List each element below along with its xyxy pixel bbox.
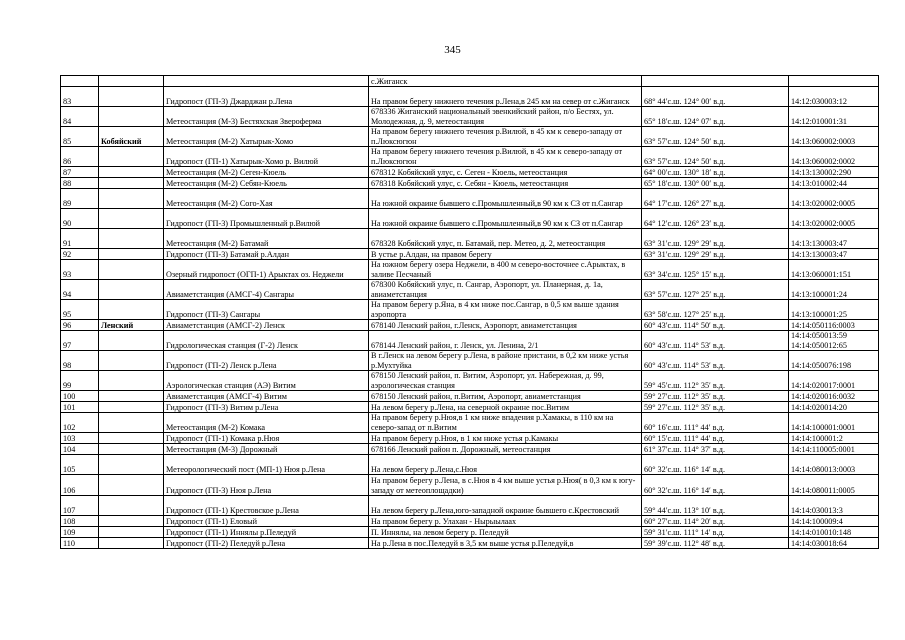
coordinates-cell: 63° 57′с.ш. 127° 25′ в.д. xyxy=(642,280,789,300)
table-row xyxy=(61,371,879,391)
station-name-cell: Метеостанция (М-3) Бестяхская Зверoферма xyxy=(164,107,369,127)
table-row xyxy=(61,76,879,87)
station-name-cell: Гидропост (ГП-3) Сангары xyxy=(164,300,369,320)
table-row xyxy=(61,455,879,475)
district-cell xyxy=(99,189,164,209)
station-name-cell: Гидропост (ГП-3) Нюя р.Лена xyxy=(164,475,369,496)
coordinates-cell: 63° 57′с.ш. 124° 50′ в.д. xyxy=(642,127,789,147)
cadastral-code-line: 14:12:030003:12 xyxy=(791,96,847,106)
row-number-cell: 93 xyxy=(61,260,99,280)
district-cell xyxy=(99,260,164,280)
station-name-cell: Метеостанция (М-2) Батамай xyxy=(164,229,369,249)
station-name-cell: Метеостанция (М-2) Хатырык-Хомо xyxy=(164,127,369,147)
cadastral-code-line: 14:13:060002:0003 xyxy=(791,136,856,146)
address-cell: На левом берегу р.Лена,с.Нюя xyxy=(369,455,642,475)
address-cell: На правом берегу нижнего течения р.Лена,в 245 км на север от с.Жиганск xyxy=(369,87,642,107)
station-name-cell: Гидропост (ГП-3) Витим р.Лена xyxy=(164,402,369,413)
cadastral-code-line: 14:14:110005:0001 xyxy=(791,444,855,454)
station-name-cell: Гидропост (ГП-1) Хатырык-Хомо р. Вилюй xyxy=(164,147,369,167)
coordinates-cell: 60° 43′с.ш. 114° 50′ в.д. xyxy=(642,320,789,331)
district-cell xyxy=(99,300,164,320)
coordinates-cell: 65° 18′с.ш. 124° 07′ в.д. xyxy=(642,107,789,127)
cadastral-code-line: 14:13:100001:24 xyxy=(791,289,847,299)
coordinates-cell: 63° 57′с.ш. 124° 50′ в.д. xyxy=(642,147,789,167)
row-number-cell: 110 xyxy=(61,538,99,549)
row-number-cell: 103 xyxy=(61,433,99,444)
district-cell xyxy=(99,371,164,391)
coordinates-cell: 60° 32′с.ш. 116° 14′ в.д. xyxy=(642,475,789,496)
table-row xyxy=(61,280,879,300)
district-cell xyxy=(99,280,164,300)
address-cell: П. Иннялы, на левом берегу р. Пеледуй xyxy=(369,527,642,538)
table-row xyxy=(61,127,879,147)
coordinates-cell: 61° 37′с.ш. 114° 37′ в.д. xyxy=(642,444,789,455)
district-cell xyxy=(99,455,164,475)
cadastral-code-cell xyxy=(789,249,879,260)
cadastral-code-cell xyxy=(789,331,879,351)
district-cell xyxy=(99,351,164,371)
row-number-cell: 102 xyxy=(61,413,99,433)
station-name-cell: Гидропост (ГП-1) Крестовское р.Лена xyxy=(164,496,369,516)
cadastral-code-line: 14:13:100001:25 xyxy=(791,309,847,319)
address-cell: с.Жиганск xyxy=(369,76,642,87)
row-number-cell: 86 xyxy=(61,147,99,167)
coordinates-cell: 68° 44′с.ш. 124° 00′ в.д. xyxy=(642,87,789,107)
table-row xyxy=(61,444,879,455)
coordinates-cell: 65° 18′с.ш. 130° 00′ в.д. xyxy=(642,178,789,189)
address-cell: В устье р.Алдан, на правом берегу xyxy=(369,249,642,260)
station-name-cell: Гидропост (ГП-1) Еловый xyxy=(164,516,369,527)
table-row xyxy=(61,87,879,107)
district-cell xyxy=(99,391,164,402)
cadastral-code-cell xyxy=(789,76,879,87)
table-row xyxy=(61,147,879,167)
table-row xyxy=(61,391,879,402)
address-cell: На правом берегу р. Улахан - Нырыылаах xyxy=(369,516,642,527)
cadastral-code-cell xyxy=(789,391,879,402)
district-cell xyxy=(99,107,164,127)
station-name-cell: Авиаметстанция (АМСГ-4) Сангары xyxy=(164,280,369,300)
table-row xyxy=(61,189,879,209)
cadastral-code-line: 14:14:050076:198 xyxy=(791,360,852,370)
coordinates-cell: 60° 43′с.ш. 114° 53′ в.д. xyxy=(642,351,789,371)
table-row xyxy=(61,300,879,320)
cadastral-code-line: 14:14:100001:0001 xyxy=(791,422,856,432)
station-name-cell: Гидропост (ГП-3) Джарджан р.Лена xyxy=(164,87,369,107)
station-name-cell: Гидропост (ГП-1) Иннялы р.Пеледуй xyxy=(164,527,369,538)
row-number-cell: 98 xyxy=(61,351,99,371)
cadastral-code-line: 14:14:030013:3 xyxy=(791,505,843,515)
address-cell: 678328 Кобяйский улус, п. Батамай, пер. Метео, д. 2, метеостанция xyxy=(369,229,642,249)
cadastral-code-line: 14:12:010001:31 xyxy=(791,116,847,126)
address-cell: На левом берегу р.Лена, на северной окраине пос.Витим xyxy=(369,402,642,413)
station-name-cell: Авиаметстанция (АМСГ-2) Ленск xyxy=(164,320,369,331)
district-cell xyxy=(99,209,164,229)
cadastral-code-cell xyxy=(789,413,879,433)
cadastral-code-cell xyxy=(789,147,879,167)
address-cell: На левом берегу р.Лена,юго-западной окраине бывшего с.Крестовский xyxy=(369,496,642,516)
address-cell: На южной окраине бывшего с.Промышленный,в 90 км к СЗ от п.Сангар xyxy=(369,189,642,209)
district-cell xyxy=(99,413,164,433)
address-cell: 678144 Ленский район, г. Ленск, ул. Ленина, 2/1 xyxy=(369,331,642,351)
table-row xyxy=(61,178,879,189)
table-row xyxy=(61,209,879,229)
cadastral-code-line: 14:14:100001:2 xyxy=(791,433,843,443)
station-name-cell: Метеостанция (М-3) Дорожный xyxy=(164,444,369,455)
cadastral-code-cell xyxy=(789,402,879,413)
row-number-cell: 91 xyxy=(61,229,99,249)
address-cell: На правом берегу нижнего течения р.Вилюй, в 45 км к северо-западу от п.Люксюгюн xyxy=(369,127,642,147)
address-cell: На южном берегу озера Неджели, в 400 м северо-восточнее с.Арыктах, в заливе Песчаный xyxy=(369,260,642,280)
address-cell: 678312 Кобяйский улус, с. Сеген - Кюель, метеостанция xyxy=(369,167,642,178)
cadastral-code-cell xyxy=(789,455,879,475)
cadastral-code-line: 14:14:050013:59 xyxy=(791,331,847,340)
row-number-cell: 100 xyxy=(61,391,99,402)
coordinates-cell: 64° 12′с.ш. 126° 23′ в.д. xyxy=(642,209,789,229)
cadastral-code-cell xyxy=(789,87,879,107)
district-cell xyxy=(99,527,164,538)
cadastral-code-line: 14:14:050012:65 xyxy=(791,340,847,350)
station-name-cell: Авиаметстанция (АМСГ-4) Витим xyxy=(164,391,369,402)
table-row xyxy=(61,167,879,178)
district-cell xyxy=(99,444,164,455)
address-cell: 678300 Кобяйский улус, п. Сангар, Аэропорт, ул. Планерная, д. 1а, авиаметстанция xyxy=(369,280,642,300)
cadastral-code-cell xyxy=(789,527,879,538)
cadastral-code-cell xyxy=(789,320,879,331)
coordinates-cell: 59° 27′с.ш. 112° 35′ в.д. xyxy=(642,402,789,413)
district-cell xyxy=(99,249,164,260)
address-cell: На правом берегу р.Нюя, в 1 км ниже устья р.Камакы xyxy=(369,433,642,444)
row-number-cell: 105 xyxy=(61,455,99,475)
table-row xyxy=(61,433,879,444)
coordinates-cell: 59° 27′с.ш. 112° 35′ в.д. xyxy=(642,391,789,402)
row-number-cell: 88 xyxy=(61,178,99,189)
page-number: 345 xyxy=(444,44,461,56)
station-name-cell: Гидропост (ГП-1) Комака р.Нюя xyxy=(164,433,369,444)
cadastral-code-line: 14:13:020002:0005 xyxy=(791,198,856,208)
coordinates-cell: 59° 45′с.ш. 112° 35′ в.д. xyxy=(642,371,789,391)
cadastral-code-line: 14:13:010002:44 xyxy=(791,178,847,188)
table-row xyxy=(61,260,879,280)
row-number-cell: 109 xyxy=(61,527,99,538)
table-row xyxy=(61,527,879,538)
row-number-cell: 97 xyxy=(61,331,99,351)
row-number-cell: 106 xyxy=(61,475,99,496)
coordinates-cell: 60° 32′с.ш. 116° 14′ в.д. xyxy=(642,455,789,475)
coordinates-cell: 63° 34′с.ш. 125° 15′ в.д. xyxy=(642,260,789,280)
station-name-cell: Метеостанция (М-2) Сого-Хая xyxy=(164,189,369,209)
table-row xyxy=(61,331,879,351)
address-cell: 678166 Ленский район п. Дорожный, метеостанция xyxy=(369,444,642,455)
station-name-cell xyxy=(164,76,369,87)
cadastral-code-cell xyxy=(789,189,879,209)
row-number-cell: 95 xyxy=(61,300,99,320)
coordinates-cell: 63° 31′с.ш. 129° 29′ в.д. xyxy=(642,249,789,260)
row-number-cell: 90 xyxy=(61,209,99,229)
coordinates-cell: 63° 58′с.ш. 127° 25′ в.д. xyxy=(642,300,789,320)
table-row xyxy=(61,320,879,331)
table-row xyxy=(61,107,879,127)
cadastral-code-cell xyxy=(789,496,879,516)
station-name-cell: Озерный гидропост (ОГП-1) Арыктах оз. Неджели xyxy=(164,260,369,280)
address-cell: На правом берегу р.Нюя,в 1 км ниже впадения р.Хамакы, в 110 км на северо-запад от п.Витим xyxy=(369,413,642,433)
district-cell xyxy=(99,76,164,87)
cadastral-code-line: 14:14:100009:4 xyxy=(791,516,843,526)
table-row xyxy=(61,351,879,371)
station-name-cell: Метеостанция (М-2) Себян-Кюель xyxy=(164,178,369,189)
row-number-cell xyxy=(61,76,99,87)
address-cell: 678140 Ленский район, г.Ленск, Аэропорт, авиаметстанция xyxy=(369,320,642,331)
cadastral-code-line: 14:13:060001:151 xyxy=(791,269,852,279)
table-row xyxy=(61,475,879,496)
district-cell xyxy=(99,475,164,496)
row-number-cell: 89 xyxy=(61,189,99,209)
cadastral-code-cell xyxy=(789,538,879,549)
cadastral-code-line: 14:14:010010:148 xyxy=(791,527,852,537)
row-number-cell: 94 xyxy=(61,280,99,300)
station-name-cell: Метеостанция (М-2) Сеген-Кюель xyxy=(164,167,369,178)
table-row xyxy=(61,249,879,260)
cadastral-code-cell xyxy=(789,127,879,147)
cadastral-code-line: 14:13:130003:47 xyxy=(791,249,847,259)
district-cell xyxy=(99,516,164,527)
station-registry-table xyxy=(60,75,879,549)
cadastral-code-line: 14:14:080011:0005 xyxy=(791,485,855,495)
address-cell: На правом берегу нижнего течения р.Вилюй, в 45 км к северо-западу от п.Люксюгюн xyxy=(369,147,642,167)
row-number-cell: 83 xyxy=(61,87,99,107)
cadastral-code-line: 14:14:020017:0001 xyxy=(791,380,856,390)
district-cell xyxy=(99,87,164,107)
row-number-cell: 96 xyxy=(61,320,99,331)
table-row xyxy=(61,516,879,527)
coordinates-cell: 60° 43′с.ш. 114° 53′ в.д. xyxy=(642,331,789,351)
coordinates-cell: 59° 44′с.ш. 113° 10′ в.д. xyxy=(642,496,789,516)
address-cell: На р.Лена в пос.Пеледуй в 3,5 км выше устья р.Пеледуй,в xyxy=(369,538,642,549)
district-cell xyxy=(99,331,164,351)
table-row xyxy=(61,496,879,516)
cadastral-code-line: 14:13:130003:47 xyxy=(791,238,847,248)
coordinates-cell: 59° 31′с.ш. 111° 14′ в.д. xyxy=(642,527,789,538)
address-cell: 678150 Ленский район, п. Витим, Аэропорт, ул. Набережная, д. 99, аэрологическая станция xyxy=(369,371,642,391)
row-number-cell: 85 xyxy=(61,127,99,147)
cadastral-code-cell xyxy=(789,433,879,444)
row-number-cell: 99 xyxy=(61,371,99,391)
cadastral-code-cell xyxy=(789,178,879,189)
cadastral-code-cell xyxy=(789,209,879,229)
station-name-cell: Гидропост (ГП-3) Батамай р.Алдан xyxy=(164,249,369,260)
cadastral-code-line: 14:13:020002:0005 xyxy=(791,218,856,228)
cadastral-code-cell xyxy=(789,351,879,371)
cadastral-code-cell xyxy=(789,107,879,127)
station-name-cell: Метеорологический пост (МП-1) Нюя р.Лена xyxy=(164,455,369,475)
station-name-cell: Гидропост (ГП-3) Промышленный р.Вилюй xyxy=(164,209,369,229)
address-cell: На южной окраине бывшего с.Промышленный,в 90 км к СЗ от п.Сангар xyxy=(369,209,642,229)
coordinates-cell: 59° 39′с.ш. 112° 48′ в.д. xyxy=(642,538,789,549)
station-name-cell: Гидропост (ГП-2) Ленск р.Лена xyxy=(164,351,369,371)
coordinates-cell: 64° 00′с.ш. 130° 18′ в.д. xyxy=(642,167,789,178)
address-cell: 678318 Кобяйский улус, с. Себян - Кюель, метеостанция xyxy=(369,178,642,189)
cadastral-code-cell xyxy=(789,444,879,455)
table-row xyxy=(61,402,879,413)
district-cell xyxy=(99,433,164,444)
cadastral-code-cell xyxy=(789,260,879,280)
row-number-cell: 107 xyxy=(61,496,99,516)
cadastral-code-line: 14:14:030018:64 xyxy=(791,538,847,548)
coordinates-cell xyxy=(642,76,789,87)
cadastral-code-cell xyxy=(789,229,879,249)
district-cell xyxy=(99,538,164,549)
table-row xyxy=(61,538,879,549)
cadastral-code-line: 14:14:020016:0032 xyxy=(791,391,856,401)
district-cell xyxy=(99,178,164,189)
coordinates-cell: 60° 27′с.ш. 114° 20′ в.д. xyxy=(642,516,789,527)
row-number-cell: 92 xyxy=(61,249,99,260)
address-cell: На правом берегу р.Лена, в с.Нюя в 4 км выше устья р.Нюя( в 0,3 км к югу-западу от метеоплощадки) xyxy=(369,475,642,496)
station-name-cell: Гидрологическая станция (Г-2) Ленск xyxy=(164,331,369,351)
table-row xyxy=(61,413,879,433)
cadastral-code-line: 14:14:020014:20 xyxy=(791,402,847,412)
row-number-cell: 101 xyxy=(61,402,99,413)
table-row xyxy=(61,229,879,249)
row-number-cell: 108 xyxy=(61,516,99,527)
cadastral-code-line: 14:13:060002:0002 xyxy=(791,156,856,166)
cadastral-code-cell xyxy=(789,280,879,300)
district-cell xyxy=(99,167,164,178)
cadastral-code-line: 14:13:130002:290 xyxy=(791,167,852,177)
station-name-cell: Метеостанция (М-2) Комака xyxy=(164,413,369,433)
address-cell: 678336 Жиганский национальный эвенкийский район, п/о Бестях, ул. Молодежная, д. 9, метеостанция xyxy=(369,107,642,127)
address-cell: На правом берегу р.Яна, в 4 км ниже пос.Сангар, в 0,5 км выше здания аэропорта xyxy=(369,300,642,320)
row-number-cell: 84 xyxy=(61,107,99,127)
cadastral-code-cell xyxy=(789,167,879,178)
address-cell: 678150 Ленский район, п.Витим, Аэропорт, авиаметстанция xyxy=(369,391,642,402)
district-cell: Кобяйский xyxy=(99,127,164,147)
cadastral-code-line: 14:14:080013:0003 xyxy=(791,464,856,474)
station-name-cell: Гидропост (ГП-2) Пеледуй р.Лена xyxy=(164,538,369,549)
coordinates-cell: 60° 15′с.ш. 111° 44′ в.д. xyxy=(642,433,789,444)
cadastral-code-cell xyxy=(789,371,879,391)
cadastral-code-cell xyxy=(789,300,879,320)
cadastral-code-cell xyxy=(789,516,879,527)
row-number-cell: 104 xyxy=(61,444,99,455)
coordinates-cell: 60° 16′с.ш. 111° 44′ в.д. xyxy=(642,413,789,433)
row-number-cell: 87 xyxy=(61,167,99,178)
district-cell xyxy=(99,229,164,249)
address-cell: В г.Ленск на левом берегу р.Лена, в районе пристани, в 0,2 км ниже устья р.Мухтуйка xyxy=(369,351,642,371)
district-cell xyxy=(99,402,164,413)
coordinates-cell: 63° 31′с.ш. 129° 29′ в.д. xyxy=(642,229,789,249)
cadastral-code-line: 14:14:050116:0003 xyxy=(791,320,855,330)
cadastral-code-cell xyxy=(789,475,879,496)
district-cell xyxy=(99,147,164,167)
district-cell xyxy=(99,496,164,516)
coordinates-cell: 64° 17′с.ш. 126° 27′ в.д. xyxy=(642,189,789,209)
station-name-cell: Аэрологическая станция (АЭ) Витим xyxy=(164,371,369,391)
district-cell: Ленский xyxy=(99,320,164,331)
table-body xyxy=(61,76,879,549)
